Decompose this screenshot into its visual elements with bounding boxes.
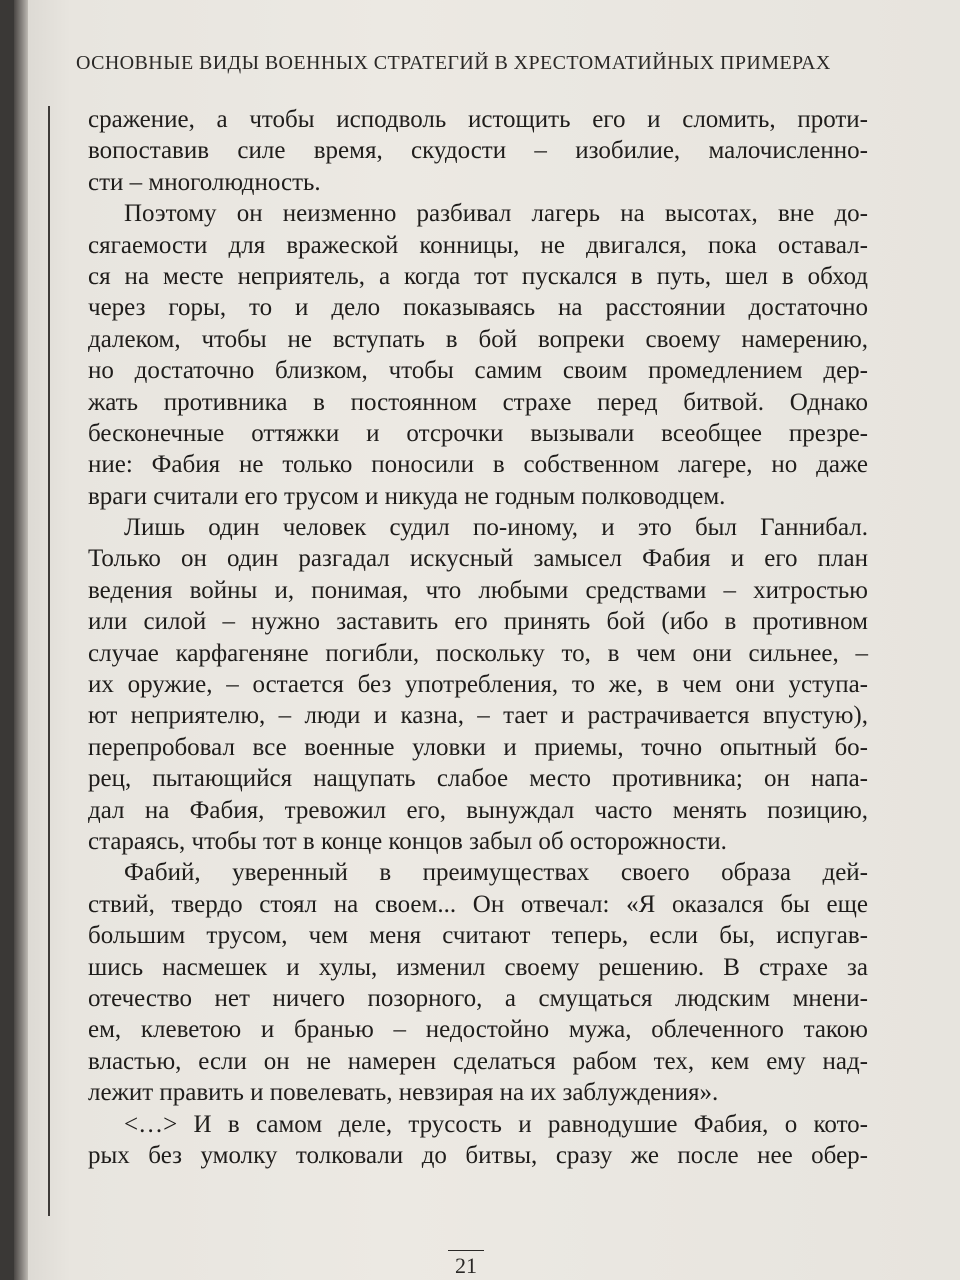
text-line: сражение, а чтобы исподволь истощить его и сломить, проти-: [88, 106, 868, 133]
text-line: сягаемости для вражеской конницы, не двигался, пока оставал-: [88, 231, 868, 259]
text-line: рых без умолку толковали до битвы, сразу же после нее обер-: [88, 1141, 868, 1169]
text-line: ют неприятелю, – люди и казна, – тает и растрачивается впустую),: [88, 702, 868, 730]
book-page: [14, 0, 960, 1280]
text-line: бесконечные оттяжки и отсрочки вызывали всеобщее презре-: [88, 419, 868, 447]
vertical-rule: [48, 106, 50, 1216]
text-line: дал на Фабия, тревожил его, вынуждал часто менять позицию,: [88, 796, 868, 824]
page-edge: [14, 0, 28, 1280]
text-line: враги считали его трусом и никуда не годным полководцем.: [88, 482, 726, 510]
text-line: <…> И в самом деле, трусость и равнодушие Фабия, о кото-: [124, 1110, 868, 1138]
text-line: жать противника в постоянном страхе перед битвой. Однако: [88, 388, 868, 416]
running-head: ОСНОВНЫЕ ВИДЫ ВОЕННЫХ СТРАТЕГИЙ В ХРЕСТОМАТИЙНЫХ ПРИМЕРАХ: [76, 52, 831, 74]
text-line: далеком, чтобы не вступать в бой вопреки своему намерению,: [88, 325, 868, 353]
text-line: ведения войны и, понимая, что любыми средствами – хитростью: [88, 576, 868, 604]
text-line: или силой – нужно заставить его принять бой (ибо в противном: [88, 608, 868, 636]
text-line: властью, если он не намерен сделаться рабом тех, кем ему над-: [88, 1047, 868, 1075]
text-line: рец, пытающийся нащупать слабое место противника; он напа-: [88, 765, 868, 793]
text-line: стараясь, чтобы тот в конце концов забыл об осторожности.: [88, 827, 727, 855]
text-line: отечество нет ничего позорного, а смущаться людским мнени-: [88, 984, 868, 1012]
text-line: лежит править и повелевать, невзирая на их заблуждения».: [88, 1079, 719, 1107]
body-text: [88, 104, 868, 1171]
text-line: ся на месте неприятель, а когда тот пускался в путь, шел в обход: [88, 262, 868, 290]
text-line: случае карфагеняне погибли, поскольку то, в чем они сильнее, –: [88, 639, 868, 667]
text-line: ствий, твердо стоял на своем... Он отвечал: «Я оказался бы еще: [88, 890, 868, 918]
text-line: через горы, то и дело показываясь на расстоянии достаточно: [88, 294, 868, 322]
text-line: сти – многолюдность.: [88, 168, 321, 196]
text-line: ем, клеветою и бранью – недостойно мужа, облеченного такою: [88, 1016, 868, 1044]
text-line: ние: Фабия не только поносили в собственном лагере, но даже: [88, 451, 868, 479]
text-line: Поэтому он неизменно разбивал лагерь на высотах, вне до-: [124, 200, 868, 228]
text-line: перепробовал все военные уловки и приемы, точно опытный бо-: [88, 733, 868, 761]
page-number: 21: [448, 1250, 484, 1279]
text-line: Только он один разгадал искусный замысел Фабия и его план: [88, 545, 868, 573]
text-line: Лишь один человек судил по-иному, и это был Ганнибал.: [124, 514, 868, 542]
text-line: шись насмешек и хулы, изменил своему решению. В страхе за: [88, 953, 868, 981]
text-line: но достаточно близком, чтобы самим своим промедлением дер-: [88, 357, 868, 385]
text-line: Фабий, уверенный в преимуществах своего образа дей-: [124, 859, 868, 887]
text-line: вопоставив силе время, скудости – изобилие, малочисленно-: [88, 137, 868, 165]
text-line: их оружие, – остается без употребления, то же, в чем они уступа-: [88, 671, 868, 699]
text-line: большим трусом, чем меня считают теперь, если бы, испугав-: [88, 922, 868, 950]
